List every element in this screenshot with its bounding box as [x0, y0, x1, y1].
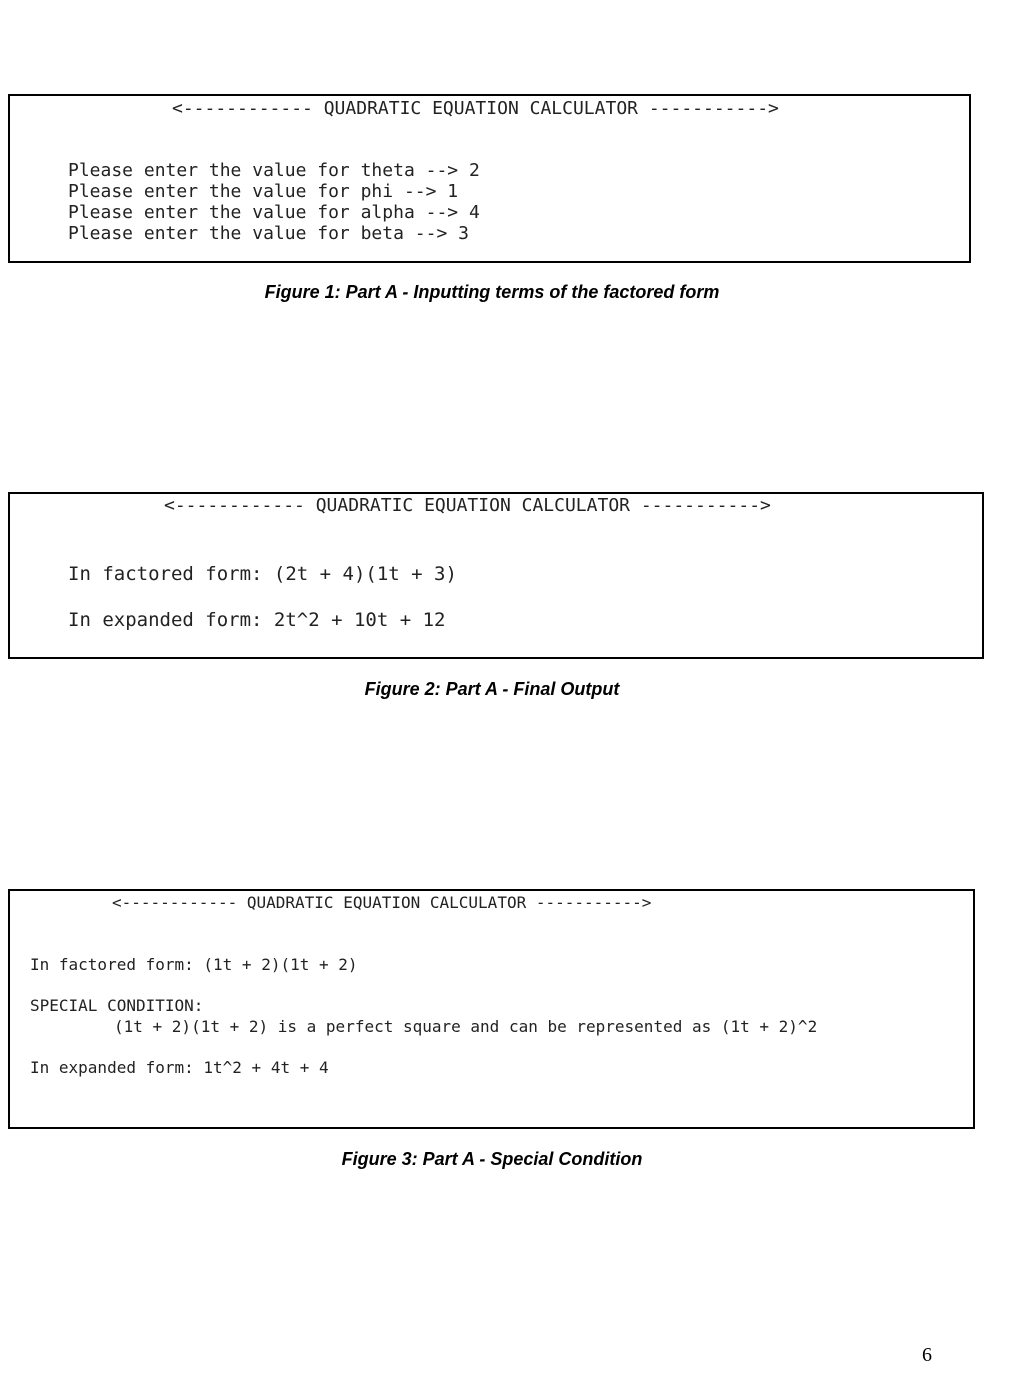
figure-caption: Figure 2: Part A - Final Output: [364, 679, 620, 699]
console-expanded-form: In expanded form: 1t^2 + 4t + 4: [30, 1058, 329, 1077]
page-number: 6: [922, 1344, 932, 1366]
console-special-detail: (1t + 2)(1t + 2) is a perfect square and can be represented as (1t + 2)^2: [114, 1017, 818, 1036]
console-screenshot-input: [8, 94, 971, 263]
console-line-theta: Please enter the value for theta --> 2: [68, 160, 480, 181]
console-line-beta: Please enter the value for beta --> 3: [68, 223, 469, 244]
console-title: <------------ QUADRATIC EQUATION CALCULATOR ----------->: [164, 495, 771, 516]
console-title: <------------ QUADRATIC EQUATION CALCULATOR ----------->: [172, 98, 779, 119]
console-line-alpha: Please enter the value for alpha --> 4: [68, 202, 480, 223]
console-screenshot-output: [8, 492, 984, 659]
console-screenshot-special: [8, 889, 975, 1129]
console-factored-form: In factored form: (1t + 2)(1t + 2): [30, 955, 358, 974]
console-title: <------------ QUADRATIC EQUATION CALCULATOR ----------->: [112, 893, 652, 912]
console-factored-form: In factored form: (2t + 4)(1t + 3): [68, 563, 457, 585]
console-line-phi: Please enter the value for phi --> 1: [68, 181, 459, 202]
console-special-heading: SPECIAL CONDITION:: [30, 996, 204, 1015]
console-expanded-form: In expanded form: 2t^2 + 10t + 12: [68, 609, 446, 631]
figure-caption: Figure 1: Part A - Inputting terms of the factored form: [264, 282, 720, 302]
figure-caption: Figure 3: Part A - Special Condition: [341, 1149, 643, 1169]
